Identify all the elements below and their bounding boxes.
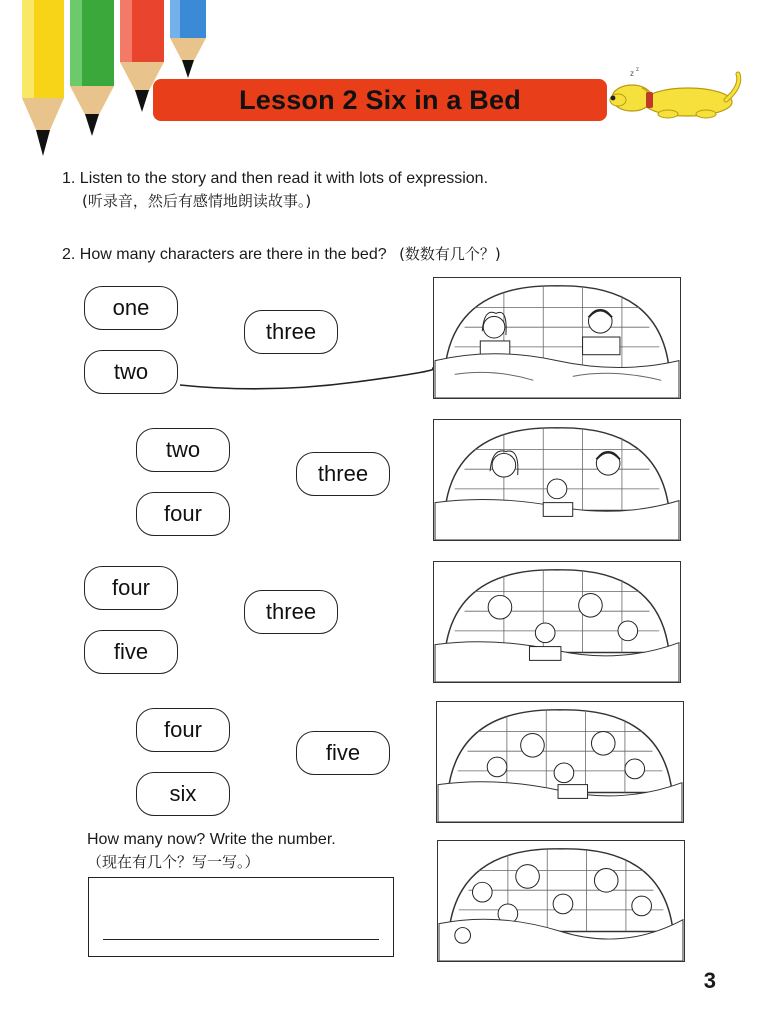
instruction-2-zh: (数数有几个？) [399, 245, 501, 263]
svg-text:z: z [630, 69, 634, 78]
dog-icon [608, 66, 748, 122]
bed-illustration-icon [438, 841, 684, 961]
option-bubble[interactable]: two [84, 350, 178, 394]
page-number: 3 [703, 968, 716, 993]
pencil-yellow-icon [22, 0, 64, 156]
final-prompt-zh: （现在有几个？写一写。） [87, 853, 260, 871]
final-prompt-text: How many now? Write the number. [87, 831, 336, 848]
option-bubble[interactable]: four [136, 708, 230, 752]
bed-picture-2 [433, 419, 681, 541]
option-bubble[interactable]: three [244, 310, 338, 354]
option-bubble[interactable]: two [136, 428, 230, 472]
bed-picture-5 [437, 840, 685, 962]
bed-illustration-icon [434, 420, 680, 540]
option-bubble[interactable]: five [84, 630, 178, 674]
option-bubble[interactable]: five [296, 731, 390, 775]
pencil-blue-icon [170, 0, 206, 78]
instruction-2 [62, 243, 501, 266]
answer-blank[interactable] [103, 939, 379, 940]
option-bubble[interactable]: six [136, 772, 230, 816]
page-title: Lesson 2 Six in a Bed [239, 84, 521, 115]
instruction-1 [62, 168, 488, 212]
bed-picture-1 [433, 277, 681, 399]
option-bubble[interactable]: three [244, 590, 338, 634]
instruction-1-text: 1. Listen to the story and then read it with lots of expression. [62, 170, 489, 187]
option-bubble[interactable]: four [136, 492, 230, 536]
instruction-1-zh: (听录音，然后有感情地朗读故事。) [82, 192, 312, 210]
bed-picture-3 [433, 561, 681, 683]
svg-text:z: z [636, 67, 639, 73]
bed-illustration-icon [434, 562, 680, 682]
lesson-title-bar [153, 79, 607, 121]
final-prompt [87, 829, 336, 873]
pencil-green-icon [70, 0, 114, 136]
option-bubble[interactable]: three [296, 452, 390, 496]
bed-picture-4 [436, 701, 684, 823]
answer-box[interactable] [88, 877, 394, 957]
instruction-2-text: 2. How many characters are there in the bed? [62, 246, 387, 263]
bed-illustration-icon [434, 278, 680, 398]
bed-illustration-icon [437, 702, 683, 822]
option-bubble[interactable]: four [84, 566, 178, 610]
option-bubble[interactable]: one [84, 286, 178, 330]
match-line [176, 360, 436, 400]
